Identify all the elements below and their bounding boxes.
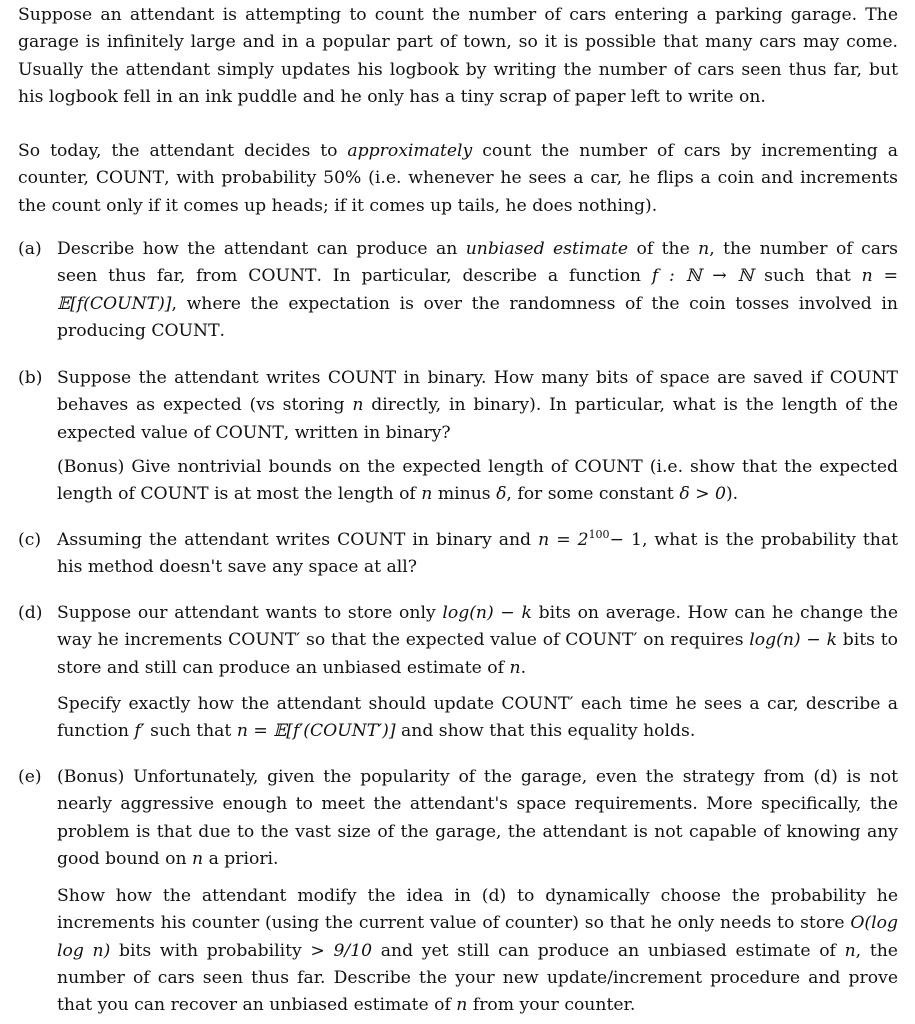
part-d-text [57, 600, 898, 682]
text: , for some constant [506, 484, 674, 505]
text: in binary. How many bits of space are saved if [403, 368, 823, 388]
count-term: COUNT [248, 266, 317, 287]
math-n: n [509, 657, 521, 678]
text: , with probability 50% (i.e. whenever he sees a car, he flips a coin and increments the count only if it comes up heads; if it comes up tails, he does nothing). [18, 168, 899, 216]
part-b-text [57, 365, 898, 447]
text: is at most the length of [214, 484, 416, 505]
count-term: COUNT [151, 320, 220, 341]
part-e-label: (e) [18, 767, 42, 787]
math-n: n [352, 395, 364, 416]
part-e-text [57, 764, 898, 873]
part-a-label: (a) [18, 239, 42, 259]
count-term: COUNT [327, 368, 397, 388]
math-expectation: n = 𝔼[f(COUNT)] [57, 266, 898, 314]
count-term: COUNT [337, 530, 406, 550]
intro-paragraph-2 [18, 138, 898, 220]
text: in binary and [412, 530, 532, 550]
math-log: log(n) − k [442, 603, 532, 623]
text: ). [725, 484, 739, 505]
math-big-o: O(log log n) [57, 913, 898, 961]
text: bits on average. How can he change the way he increments [57, 603, 898, 651]
text: Assuming the attendant writes [57, 530, 331, 550]
intro-text: Suppose an attendant is attempting to count the number of cars entering a parking garage. The garage is infinitely large and in a popular part of town, so it is possible that many cars may come. Usually the attendant simply updates his logbook by writing the number of cars seen thus far, but his logbook fell in an ink puddle and he only has a tiny scrap of paper left to write on. [18, 5, 898, 107]
text: count the number of cars by incrementing a counter, [18, 141, 898, 189]
text: , written in binary? [283, 422, 451, 443]
text: and yet still can produce an unbiased estimate of [380, 940, 836, 961]
text: , the number of cars seen thus far, from [57, 239, 898, 287]
emphasis-text: approximately [347, 141, 473, 161]
text: bits to store and still can produce an unbiased estimate of [57, 630, 899, 678]
emphasis-text: unbiased estimate [465, 239, 629, 259]
count-term: COUNT [829, 368, 899, 388]
part-a-text [57, 236, 898, 345]
count-term: COUNT [140, 484, 209, 505]
math-f-prime: f′ [134, 721, 145, 742]
text: Specify exactly how the attendant should update [57, 694, 494, 714]
text: Describe how the attendant can produce an [57, 239, 458, 259]
text: . [219, 320, 226, 341]
text: so that the expected value of [306, 630, 560, 651]
text: , where the expectation is over the randomness of the coin tosses involved in producing [57, 293, 898, 341]
math-expectation: n = 𝔼[f′(COUNT′)] [236, 721, 396, 742]
math-n: n [192, 848, 204, 869]
math-n: n [698, 239, 710, 259]
math-function: f : ℕ → ℕ [651, 266, 754, 287]
math-minus-one: − 1 [609, 530, 642, 550]
count-term: COUNT [95, 168, 165, 189]
text: of the [636, 239, 690, 259]
text: (i.e. show that the expected length of [57, 457, 898, 505]
text: on requires [643, 630, 744, 651]
part-c-text [57, 527, 898, 582]
text: and show that this equality holds. [401, 721, 696, 742]
count-term: COUNT [574, 457, 643, 477]
text: . In particular, describe a function [316, 266, 641, 287]
math-n: n [421, 484, 433, 505]
part-c-label: (c) [18, 530, 42, 550]
text: minus [437, 484, 491, 505]
text: such that [764, 266, 851, 287]
text: directly, in binary). In particular, what is the length of the expected value of [57, 395, 898, 443]
math-delta-bound: δ > 0 [679, 484, 726, 505]
math-n: n [456, 995, 468, 1016]
math-log: log(n) − k [749, 630, 837, 651]
text: Suppose the attendant writes [57, 368, 321, 388]
text: , the number of cars seen thus far. Describe the your new update/increment procedure and prove that you can recover an unbiased estimate of [57, 940, 898, 1016]
text: Suppose our attendant wants to store only [57, 603, 436, 623]
part-e-spec [57, 883, 898, 1019]
part-b-label: (b) [18, 368, 43, 388]
math-delta: δ [496, 484, 507, 505]
count-prime-term: COUNT′ [565, 630, 638, 651]
text: each time he sees a car, describe a function [57, 694, 899, 742]
part-b-bonus [57, 454, 898, 509]
math-probability: > 9/10 [310, 940, 373, 961]
text: , what is the probability that his method doesn't save any space at all? [57, 530, 898, 578]
count-prime-term: COUNT′ [228, 630, 301, 651]
text: So today, the attendant decides to [18, 141, 338, 161]
count-prime-term: COUNT′ [501, 694, 574, 714]
text: a priori. [208, 848, 279, 869]
math-exponent: 100 [588, 528, 610, 541]
text: behaves as expected (vs storing [57, 395, 345, 416]
intro-paragraph-1 [18, 2, 898, 111]
text: (Bonus) Unfortunately, given the popularity of the garage, even the strategy from (d) is not nearly aggressive enough to meet the attendant's space requirements. More specifically, the problem is that due to the vast size of the garage, the attendant is not capable of knowing any good bound on [57, 767, 898, 869]
text: (Bonus) Give nontrivial bounds on the expected length of [57, 457, 568, 477]
math-n-equals: n = 2 [538, 530, 589, 550]
text: . [520, 657, 527, 678]
part-d-spec [57, 691, 898, 746]
math-n: n [844, 940, 856, 961]
text: Show how the attendant modify the idea in (d) to dynamically choose the probability he increments his counter (using the current value of counter) so that he only needs to store [57, 886, 898, 934]
text: bits with probability [119, 940, 302, 961]
count-term: COUNT [215, 422, 284, 443]
part-d-label: (d) [18, 603, 43, 623]
text: from your counter. [472, 995, 636, 1016]
text: such that [150, 721, 232, 742]
